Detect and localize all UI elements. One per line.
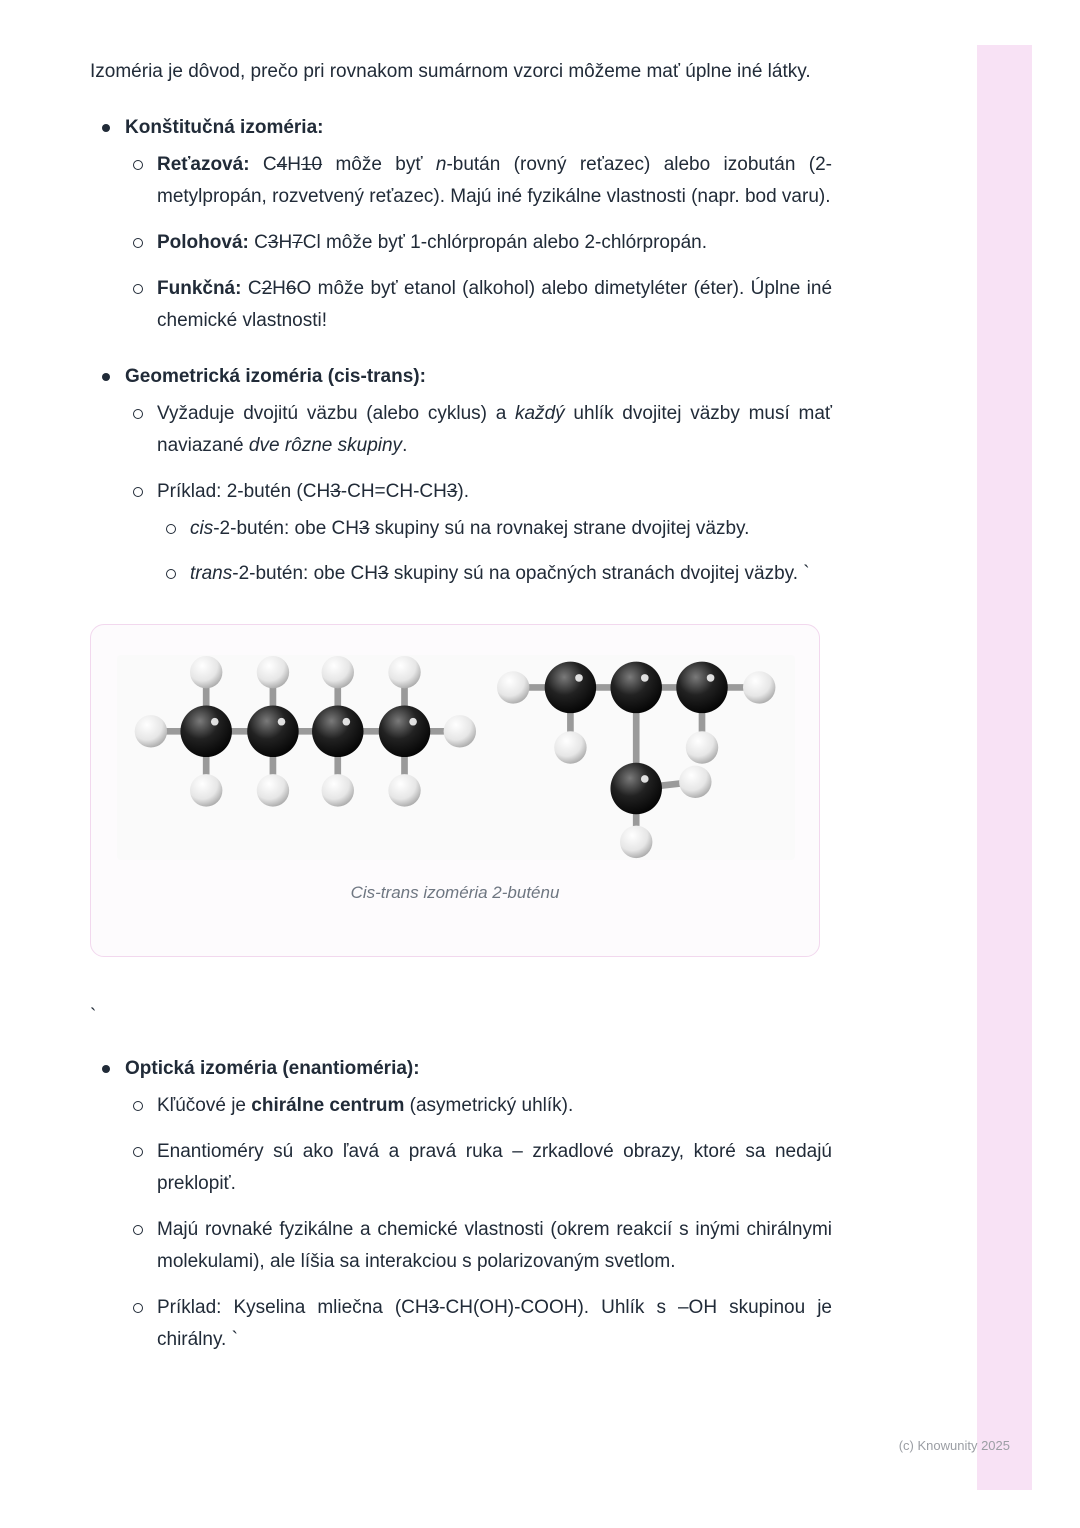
list-item-retazova bbox=[125, 149, 832, 213]
text-run: C bbox=[262, 154, 277, 175]
list-item-polohova bbox=[125, 227, 832, 259]
carbon-atom bbox=[610, 662, 661, 713]
text-run: O môže byť etanol (alkohol) alebo dimetyléter (éter). Úplne iné chemické vlastnosti! bbox=[157, 278, 833, 331]
text-run: 6 bbox=[285, 278, 297, 299]
hydrogen-atom bbox=[620, 826, 652, 858]
text-run: Optická izoméria (enantioméria): bbox=[125, 1058, 420, 1079]
text-run: Izoméria je dôvod, prečo pri rovnakom sumárnom vzorci môžeme mať úplne iné látky. bbox=[90, 61, 811, 82]
document-content bbox=[90, 56, 832, 1356]
list-item-priklad-mliecna bbox=[125, 1292, 832, 1356]
text-run: Enantioméry sú ako ľavá a pravá ruka – zrkadlové obrazy, ktoré sa nedajú preklopiť. bbox=[157, 1141, 832, 1194]
geometricka-heading bbox=[125, 366, 426, 387]
hydrogen-atom bbox=[388, 656, 420, 688]
text-run: ` bbox=[90, 1006, 97, 1027]
text-run: trans bbox=[190, 563, 233, 584]
geometricka-sublist bbox=[125, 398, 832, 590]
text-run: -CH=CH-CH bbox=[340, 481, 447, 502]
specular-highlight bbox=[641, 674, 649, 682]
text-run: 3 bbox=[267, 232, 279, 253]
text-run: 3 bbox=[330, 481, 341, 502]
specular-highlight bbox=[343, 718, 351, 726]
list-item-cis-buten bbox=[157, 513, 832, 545]
hydrogen-atom bbox=[190, 774, 222, 806]
text-run: Vyžaduje dvojitú väzbu (alebo cyklus) a bbox=[157, 403, 516, 424]
text-run: 3 bbox=[378, 563, 389, 584]
konstitucna-sublist bbox=[125, 149, 832, 337]
hydrogen-atom bbox=[257, 656, 289, 688]
list-item-vlastnosti bbox=[125, 1214, 832, 1278]
text-run: 4 bbox=[276, 154, 288, 175]
text-run: n bbox=[435, 154, 447, 175]
text-run: 3 bbox=[428, 1297, 440, 1318]
carbon-atom bbox=[676, 662, 727, 713]
specular-highlight bbox=[278, 718, 286, 726]
stray-backtick bbox=[90, 1001, 832, 1033]
text-run: Majú rovnaké fyzikálne a chemické vlastnosti (okrem reakcií s inými chirálnymi molekulami), ale líšia sa interakciou s polarizovaným svetlom. bbox=[157, 1219, 832, 1272]
hydrogen-atom bbox=[190, 656, 222, 688]
buten-sublist bbox=[157, 513, 832, 590]
hydrogen-atom bbox=[743, 671, 775, 703]
carbon-atom bbox=[247, 706, 298, 757]
hydrogen-atom bbox=[686, 731, 718, 763]
text-run: . bbox=[402, 435, 408, 456]
priklad-buten-text bbox=[157, 481, 469, 502]
accent-strip bbox=[977, 45, 1032, 1490]
text-run: -CH(OH)-COOH). Uhlík s –OH skupinou je chirálny. ` bbox=[157, 1297, 833, 1350]
footer-credit: (c) Knowunity 2025 bbox=[898, 1438, 1010, 1453]
list-item-priklad-buten bbox=[125, 476, 832, 590]
carbon-atom bbox=[379, 706, 430, 757]
carbon-atom bbox=[545, 662, 596, 713]
text-run: 10 bbox=[300, 154, 323, 175]
text-run: Príklad: 2-butén (CH bbox=[157, 481, 331, 502]
text-run: uhlík dvojitej väzby musí mať naviazané bbox=[157, 403, 833, 456]
text-run: -2-butén: obe CH bbox=[213, 518, 359, 539]
carbon-atom bbox=[312, 706, 363, 757]
figure-card bbox=[90, 624, 820, 957]
text-run: Príklad: Kyselina mliečna (CH bbox=[157, 1297, 429, 1318]
text-run: -2-butén: obe CH bbox=[232, 563, 378, 584]
text-run: skupiny sú na opačných stranách dvojitej väzby. ` bbox=[388, 563, 810, 584]
hydrogen-atom bbox=[554, 731, 586, 763]
hydrogen-atom bbox=[388, 774, 420, 806]
specular-highlight bbox=[707, 674, 715, 682]
text-run: -bután (rovný reťazec) alebo izobután (2-metylpropán, rozvetvený reťazec). Majú iné fyzikálne vlastnosti (napr. bod varu). bbox=[157, 154, 832, 207]
konstitucna-heading bbox=[125, 117, 323, 138]
list-item-funkcna bbox=[125, 273, 832, 337]
hydrogen-atom bbox=[135, 715, 167, 747]
text-run: Polohová: bbox=[157, 232, 255, 253]
text-run: 3 bbox=[446, 481, 458, 502]
text-run: ). bbox=[457, 481, 470, 502]
list-item-trans-buten bbox=[157, 558, 832, 590]
text-run: C bbox=[254, 232, 268, 253]
text-run: 3 bbox=[358, 518, 370, 539]
specular-highlight bbox=[575, 674, 583, 682]
text-run: skupiny sú na rovnakej strane dvojitej väzby. bbox=[369, 518, 750, 539]
text-run: Konštitučná izoméria: bbox=[125, 117, 324, 138]
hydrogen-atom bbox=[322, 656, 354, 688]
text-run: C bbox=[247, 278, 262, 299]
list-item-geometricka bbox=[90, 361, 832, 590]
molecule-svg bbox=[117, 655, 795, 860]
list-item-opticka bbox=[90, 1053, 832, 1356]
text-run: Kľúčové je bbox=[157, 1095, 252, 1116]
molecule-image bbox=[117, 655, 795, 860]
text-run: 2 bbox=[261, 278, 273, 299]
specular-highlight bbox=[211, 718, 219, 726]
text-run: Funkčná: bbox=[157, 278, 248, 299]
opticka-heading bbox=[125, 1058, 420, 1079]
list-item-konstitucna bbox=[90, 112, 832, 337]
text-run: môže byť bbox=[322, 154, 436, 175]
specular-highlight bbox=[409, 718, 417, 726]
text-run: každý bbox=[515, 403, 565, 424]
list-item-enantiomery bbox=[125, 1136, 832, 1200]
figure-caption: Cis-trans izoméria 2-buténu bbox=[350, 883, 560, 902]
specular-highlight bbox=[641, 775, 649, 783]
text-run: H bbox=[272, 278, 286, 299]
text-run: cis bbox=[190, 518, 214, 539]
text-run: H bbox=[287, 154, 301, 175]
hydrogen-atom bbox=[322, 774, 354, 806]
opticka-sublist bbox=[125, 1090, 832, 1356]
text-run: 7 bbox=[292, 232, 303, 253]
text-run: Cl môže byť 1-chlórpropán alebo 2-chlórpropán. bbox=[302, 232, 707, 253]
carbon-atom bbox=[180, 706, 231, 757]
hydrogen-atom bbox=[497, 671, 529, 703]
carbon-atom bbox=[610, 763, 661, 814]
text-run: (asymetrický uhlík). bbox=[404, 1095, 574, 1116]
text-run: dve rôzne skupiny bbox=[248, 435, 403, 456]
intro-paragraph bbox=[90, 56, 832, 88]
hydrogen-atom bbox=[679, 766, 711, 798]
topic-list-opticka bbox=[90, 1053, 832, 1356]
text-run: chirálne centrum bbox=[251, 1095, 405, 1116]
text-run: Geometrická izoméria (cis-trans): bbox=[125, 366, 426, 387]
hydrogen-atom bbox=[257, 774, 289, 806]
hydrogen-atom bbox=[444, 715, 476, 747]
text-run: H bbox=[278, 232, 293, 253]
topic-list bbox=[90, 112, 832, 590]
list-item-vyzaduje bbox=[125, 398, 832, 462]
list-item-chiralne-centrum bbox=[125, 1090, 832, 1122]
text-run: Reťazová: bbox=[157, 154, 263, 175]
